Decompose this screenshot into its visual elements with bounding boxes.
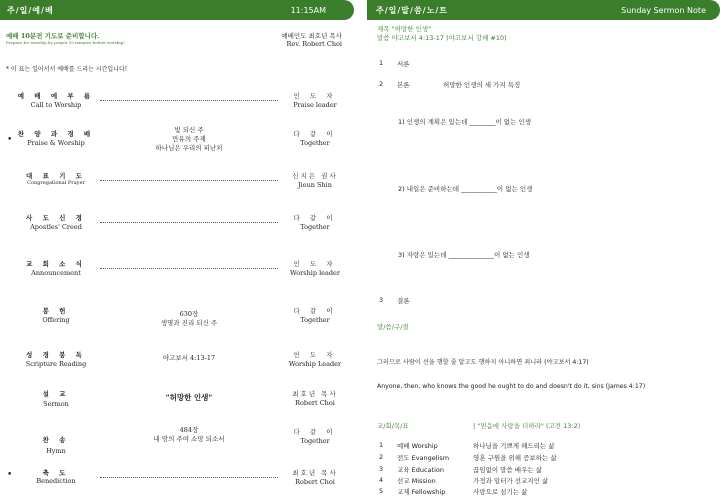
order-title-en: Announcement xyxy=(31,269,81,277)
order-title-ko: 봉 헌 xyxy=(42,307,70,315)
order-person-ko: 최호년 목사 xyxy=(292,390,338,398)
goal-description: 가정과 일터가 선교지인 삶 xyxy=(473,477,549,485)
prep-note-ko: 예배 10분전 기도로 준비합니다. xyxy=(6,32,100,40)
order-title-ko: 찬 양 과 경 배 xyxy=(17,130,95,138)
worship-header-title: 주/일/예/배 xyxy=(7,5,54,15)
dotted-leader xyxy=(100,175,278,181)
verse-english: Anyone, then, who knows the good he ought to do and doesn't do it, sins (James 4:17) xyxy=(377,383,646,390)
order-title-ko: 찬 송 xyxy=(42,436,70,444)
order-person-en: Robert Choi xyxy=(295,478,335,486)
order-person-en: Worship leader xyxy=(289,269,340,277)
order-person-en: Worship Leader xyxy=(288,360,342,368)
worship-time: 11:15AM xyxy=(290,5,326,15)
order-person-en: Together xyxy=(300,316,330,324)
sermon-note-header-bar xyxy=(367,0,720,20)
sermon-title: "허망한 인생" xyxy=(165,393,213,402)
order-title-en: Scripture Reading xyxy=(25,360,87,368)
sermon-point-1: 1) 인생의 계획은 있는데 ________이 없는 인생 xyxy=(398,118,531,126)
goal-description: 끊임없이 말씀 배우는 삶 xyxy=(473,466,542,474)
goal-description: 하나님을 기쁘게 해드리는 삶 xyxy=(473,442,555,450)
order-title-ko: 사 도 신 경 xyxy=(26,214,86,222)
offering-hymn: 630장 생명과 진리 되신 주 xyxy=(160,310,218,327)
order-title-ko: 교 회 소 식 xyxy=(26,260,86,268)
sermon-point-3: 3) 자랑은 있는데 ______________이 없는 인생 xyxy=(398,251,530,259)
order-person-ko: 최호년 목사 xyxy=(292,469,338,477)
order-person-en: Together xyxy=(300,139,330,147)
order-person-ko: 다 같 이 xyxy=(293,307,337,315)
dotted-leader xyxy=(100,472,278,478)
goal-number: 4 xyxy=(379,476,384,484)
order-person-en: Jieun Shin xyxy=(298,181,332,189)
praise-songs: 빛 되신 주 만유의 주재 하나님은 우리의 피난처 xyxy=(155,126,223,152)
prep-note-en: Prepare for worship by prayer 10 minutes before worship! xyxy=(6,40,125,45)
order-person-ko: 다 같 이 xyxy=(293,214,337,222)
goal-number: 2 xyxy=(379,453,384,461)
order-person-ko: 다 같 이 xyxy=(293,428,337,436)
order-person-ko: 신지은 권사 xyxy=(292,172,338,180)
worship-header-bar xyxy=(0,0,354,20)
goal-number: 3 xyxy=(379,465,384,473)
sermon-note-header-label: Sunday Sermon Note xyxy=(621,5,706,15)
goal-description: 사랑으로 섬기는 삶 xyxy=(473,488,528,496)
order-title-en: Call to Worship xyxy=(30,101,82,109)
goal-name: 교육 Education xyxy=(397,466,444,474)
verse-header: 말/씀/구/절 xyxy=(377,323,409,331)
order-person-ko: 인 도 자 xyxy=(293,92,337,100)
worship-leader-ko: 예배인도 최호년 목사 xyxy=(281,32,342,40)
closing-hymn: 484장 내 맘의 주여 소망 되소서 xyxy=(153,426,225,443)
goal-name: 예배 Worship xyxy=(397,442,438,450)
row-bullet: • xyxy=(7,470,13,480)
goal-name: 교제 Fellowship xyxy=(397,488,446,496)
sermon-point-2: 2) 내일은 준비하는데 ___________이 없는 인생 xyxy=(398,185,533,193)
order-person-ko: 인 도 자 xyxy=(293,351,337,359)
order-person-ko: 인 도 자 xyxy=(293,260,337,268)
row-bullet: • xyxy=(7,135,13,145)
goal-number: 5 xyxy=(379,487,384,495)
order-title-en: Praise & Worship xyxy=(27,139,85,147)
order-title-ko: 성 경 봉 독 xyxy=(26,351,86,359)
sermon-passage-line: 말씀 야고보서 4:13-17 (야고보서 강해 #10) xyxy=(377,34,507,42)
order-title-en: Hymn xyxy=(46,447,66,455)
sermon-note-panel xyxy=(367,0,720,498)
worship-leader-en: Rev. Robert Choi xyxy=(286,40,342,48)
goals-motto: | "믿음에 사랑을 더하라" (고전 13:2) xyxy=(473,422,581,430)
order-title-ko: 설 교 xyxy=(42,390,70,398)
body-number: 2 xyxy=(379,80,384,88)
dotted-leader xyxy=(100,217,278,223)
conclusion-label: 결론 xyxy=(397,297,410,305)
body-label: 본론 xyxy=(397,81,410,89)
goals-header: 교/회/목/표 xyxy=(377,422,409,430)
goal-name: 전도 Evangelism xyxy=(397,454,450,462)
order-title-en: Sermon xyxy=(43,400,69,408)
dotted-leader xyxy=(100,95,278,101)
goal-description: 영혼 구원을 위해 증보하는 삶 xyxy=(473,454,557,462)
order-title-en: Benediction xyxy=(36,477,76,485)
scripture-reference: 야고보서 4:13-17 xyxy=(162,354,216,362)
order-person-ko: 다 같 이 xyxy=(293,130,337,138)
order-person-en: Robert Choi xyxy=(295,399,335,407)
sermon-title-line: 제목 "허망한 인생" xyxy=(377,25,432,33)
conclusion-number: 3 xyxy=(379,296,384,304)
body-title: 허망한 인생의 세 가지 특징 xyxy=(443,81,521,89)
verse-korean: 그러므로 사람이 선을 행할 줄 알고도 행하지 아니하면 죄니라 (야고보서 4:17) xyxy=(377,359,589,366)
intro-number: 1 xyxy=(379,59,384,67)
order-title-ko: 예 배 에 부 름 xyxy=(17,92,95,100)
order-title-en: Apostles' Creed xyxy=(30,223,82,231)
dotted-leader xyxy=(100,263,278,269)
order-title-en: Congregational Prayer xyxy=(27,180,85,186)
order-person-en: Together xyxy=(300,437,330,445)
goal-name: 선교 Mission xyxy=(397,477,436,485)
order-title-en: Offering xyxy=(42,316,70,324)
order-person-en: Together xyxy=(300,223,330,231)
worship-order-panel xyxy=(0,0,354,498)
sermon-note-header-title: 주/일/말/씀/노/트 xyxy=(376,5,448,15)
order-person-en: Praise leader xyxy=(293,101,337,109)
goal-number: 1 xyxy=(379,441,384,449)
order-title-ko: 축 도 xyxy=(42,469,70,477)
panel-divider xyxy=(354,0,367,498)
order-title-ko: 대 표 기 도 xyxy=(26,172,86,180)
intro-label: 서론 xyxy=(397,60,410,68)
standing-note: * 이 표는 일어서서 예배를 드리는 시간입니다! xyxy=(6,66,128,73)
